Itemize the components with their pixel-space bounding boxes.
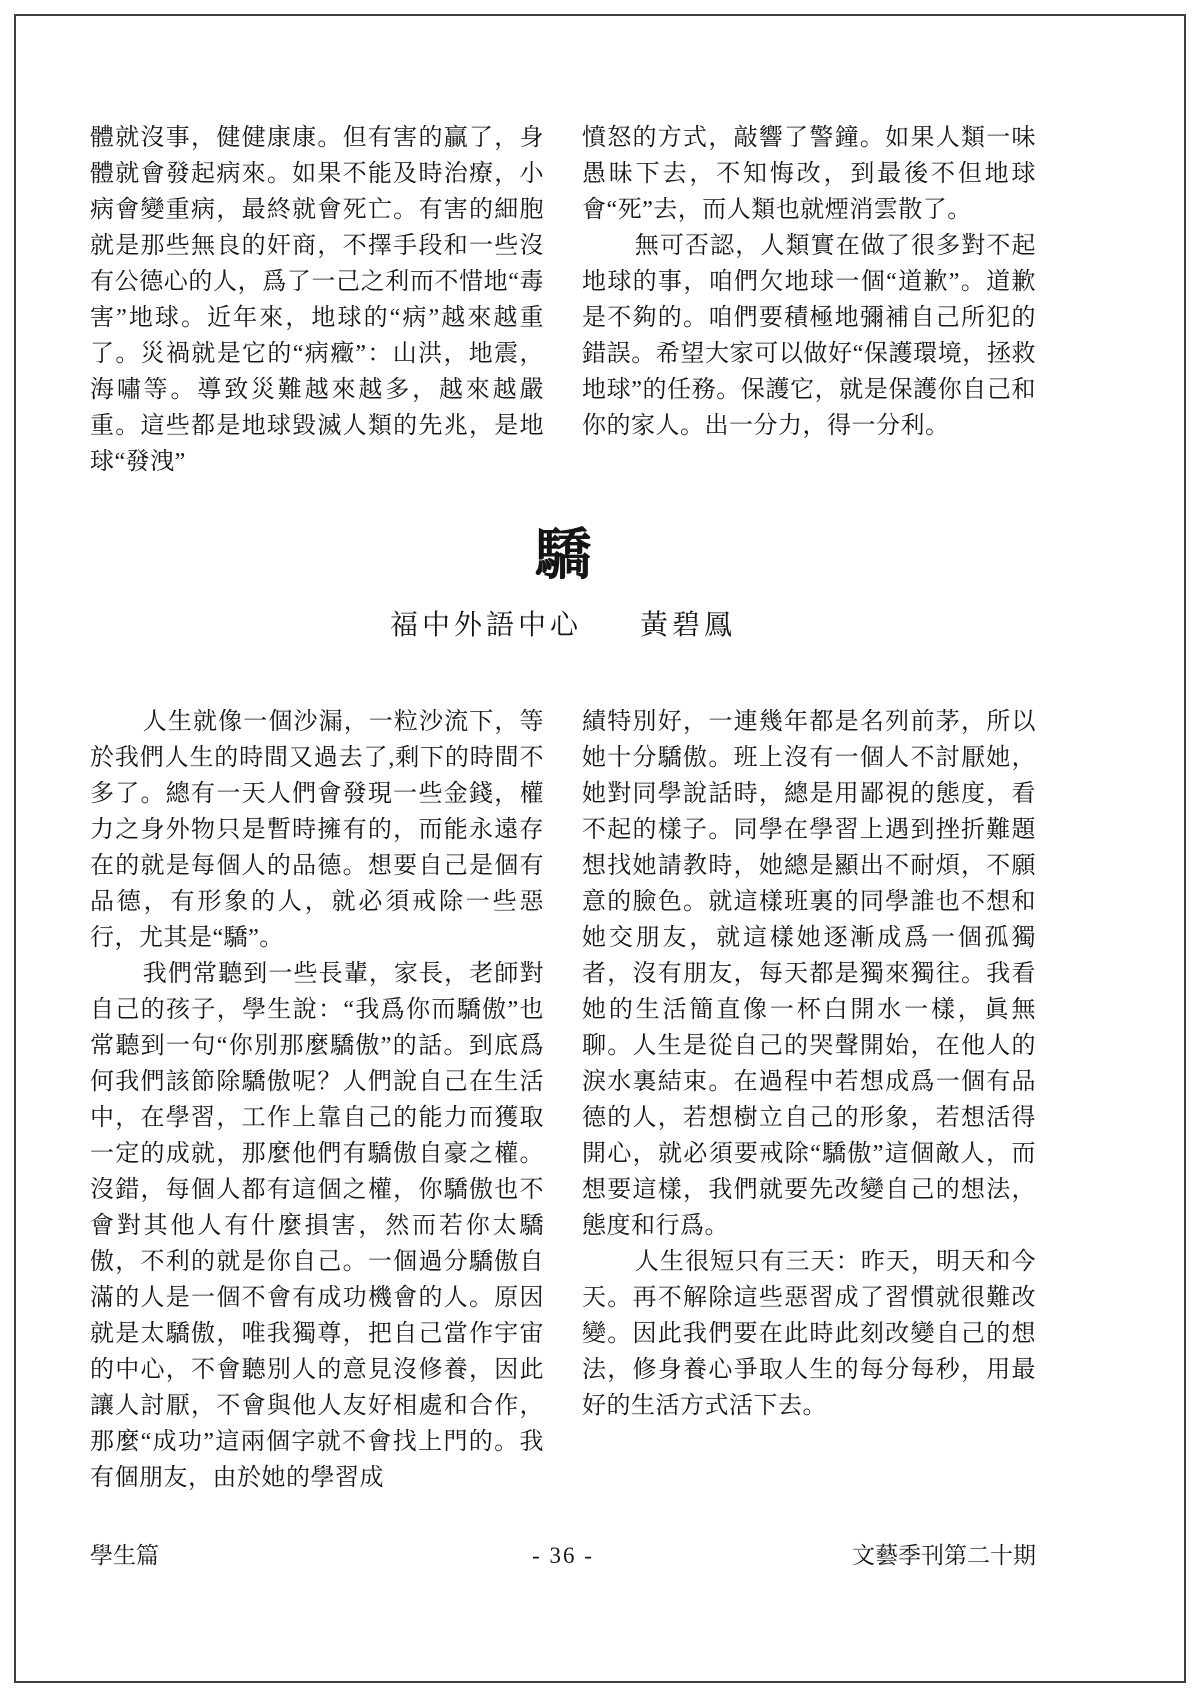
paragraph: 憤怒的方式，敲響了警鐘。如果人類一味愚昧下去，不知悔改，到最後不但地球會“死”去，而人類也就煙消雲散了。 xyxy=(582,125,1036,223)
article-left-column xyxy=(90,704,544,1496)
footer-page-number: - 36 - xyxy=(532,1543,594,1568)
top-left-column xyxy=(90,120,544,480)
article-header xyxy=(90,524,1036,646)
paragraph: 我們常聽到一些長輩，家長，老師對自己的孩子，學生說：“我爲你而驕傲”也常聽到一句“你別那麼驕傲”的話。到底爲何我們該節除驕傲呢？人們說自己在生活中，在學習，工作上靠自己的能力而獲取一定的成就，那麼他們有驕傲自豪之權。沒錯，每個人都有這個之權，你驕傲也不會對其他人有什麼損害，然而若你太驕傲，不利的就是你自己。一個過分驕傲自滿的人是一個不會有成功機會的人。原因就是太驕傲，唯我獨尊，把自己當作宇宙的中心，不會聽別人的意見沒修養，因此讓人討厭，不會與他人友好相處和合作，那麼“成功”這兩個字就不會找上門的。我有個朋友，由於她的學習成 xyxy=(90,961,544,1492)
top-right-column xyxy=(582,120,1036,480)
byline-affiliation: 福中外語中心 xyxy=(389,610,582,642)
footer-section-label: 學生篇 xyxy=(90,1543,159,1568)
byline-author: 黃碧鳳 xyxy=(640,610,737,642)
article-byline xyxy=(90,606,1036,646)
page-footer xyxy=(90,1537,1036,1570)
footer-publication-label: 文藝季刊第二十期 xyxy=(851,1543,1036,1568)
paragraph: 體就沒事，健健康康。但有害的贏了，身體就會發起病來。如果不能及時治療，小病會變重病，最終就會死亡。有害的細胞就是那些無良的奸商，不擇手段和一些沒有公德心的人，爲了一己之利而不惜地“毒害”地球。近年來，地球的“病”越來越重了。災禍就是它的“病癥”：山洪，地震，海嘯等。導致災難越來越多，越來越嚴重。這些都是地球毀滅人類的先兆，是地球“發洩” xyxy=(90,125,544,475)
article-body xyxy=(90,704,1036,1496)
article-right-column xyxy=(582,704,1036,1496)
paragraph: 人生就像一個沙漏，一粒沙流下，等於我們人生的時間又過去了,剩下的時間不多了。總有一天人們會發現一些金錢，權力之身外物只是暫時擁有的，而能永遠存在的就是每個人的品德。想要自己是個有品德，有形象的人，就必須戒除一些惡行，尤其是“驕”。 xyxy=(90,709,544,952)
page-content xyxy=(90,120,1036,1496)
paragraph: 人生很短只有三天：昨天，明天和今天。再不解除這些惡習成了習慣就很難改變。因此我們要在此時此刻改變自己的想法，修身養心爭取人生的每分每秒，用最好的生活方式活下去。 xyxy=(582,1249,1036,1420)
paragraph: 績特別好，一連幾年都是名列前茅，所以她十分驕傲。班上沒有一個人不討厭她，她對同學說話時，總是用鄙視的態度，看不起的樣子。同學在學習上遇到挫折難題想找她請教時，她總是顯出不耐煩，不願意的臉色。就這樣班裏的同學誰也不想和她交朋友，就這樣她逐漸成爲一個孤獨者，沒有朋友，每天都是獨來獨往。我看她的生活簡直像一杯白開水一樣，眞無聊。人生是從自己的哭聲開始，在他人的淚水裏結束。在過程中若想成爲一個有品德的人，若想樹立自己的形象，若想活得開心，就必須要戒除“驕傲”這個敵人，而想要這樣，我們就要先改變自己的想法，態度和行爲。 xyxy=(582,709,1036,1240)
paragraph: 無可否認，人類實在做了很多對不起地球的事，咱們欠地球一個“道歉”。道歉是不夠的。咱們要積極地彌補自己所犯的錯誤。希望大家可以做好“保護環境，拯救地球”的任務。保護它，就是保護你自己和你的家人。出一分力，得一分利。 xyxy=(582,233,1036,439)
article-title: 驕 xyxy=(535,525,591,587)
previous-essay-continuation xyxy=(90,120,1036,480)
